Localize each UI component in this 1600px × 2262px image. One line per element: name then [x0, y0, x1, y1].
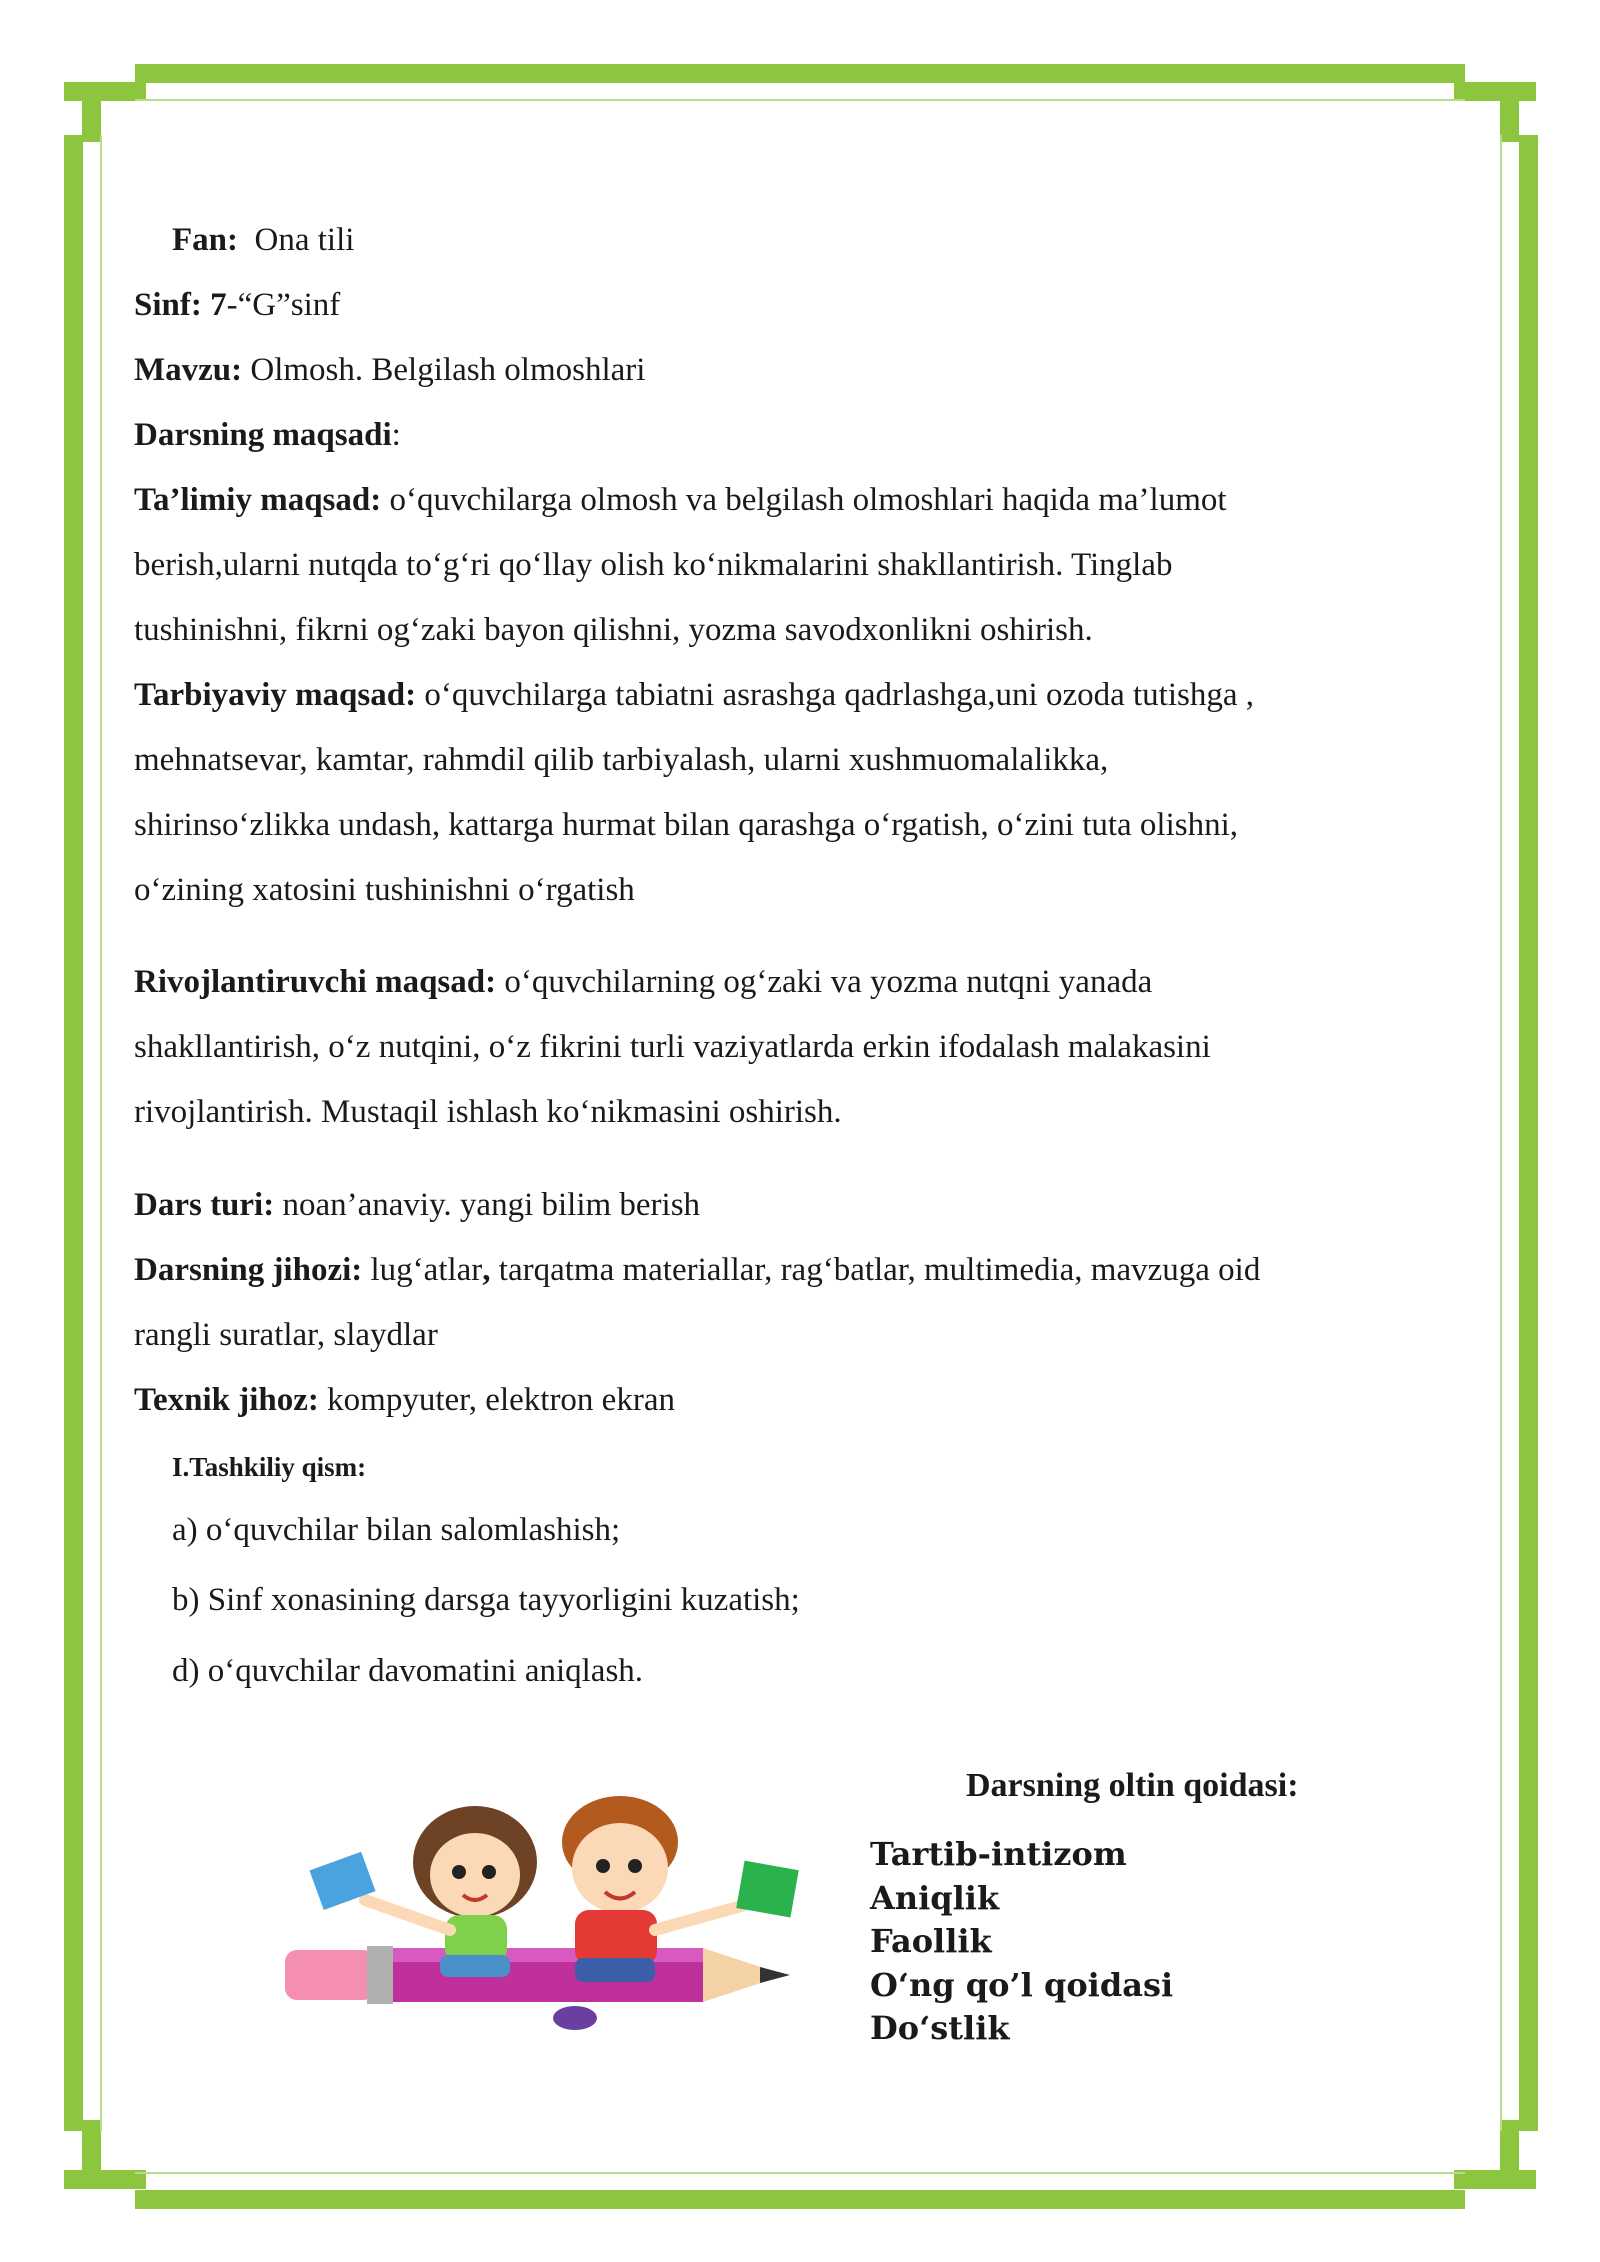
class-number: 7	[210, 287, 227, 323]
upbringing-goal-line-3: shirinso‘zlikka undash, kattarga hurmat bilan qarashga o‘rgatish, o‘zini tuta olishni,	[134, 807, 1239, 843]
objectives-label: Darsning maqsadi	[134, 417, 392, 453]
equipment-label: Darsning jihozi:	[134, 1252, 363, 1288]
topic-line	[134, 350, 645, 390]
upbringing-goal-label: Tarbiyaviy maqsad:	[134, 677, 417, 713]
frame-corner-tr	[1454, 82, 1536, 101]
objectives-colon: :	[391, 417, 401, 453]
technical-equipment-value: kompyuter, elektron ekran	[318, 1382, 675, 1418]
technical-equipment-label: Texnik jihoz:	[134, 1382, 319, 1418]
upbringing-goal-line-1	[134, 675, 1254, 715]
frame-inner-top	[135, 99, 1465, 101]
organizational-item: b) Sinf xonasining darsga tayyorligini kuzatish;	[172, 1582, 800, 1618]
class-value: -“G”sinf	[226, 287, 341, 323]
equipment-line-1	[134, 1250, 1260, 1290]
educational-goal-label: Ta’limiy maqsad:	[134, 482, 382, 518]
frame-corner-br-v	[1500, 2120, 1519, 2180]
objectives-heading	[134, 415, 401, 455]
golden-rule-item: Faollik	[870, 1922, 992, 1960]
developmental-goal-label: Rivojlantiruvchi maqsad:	[134, 964, 497, 1000]
educational-goal-line-3: tushinishni, fikrni og‘zaki bayon qilishni, yozma savodxonlikni oshirish.	[134, 612, 1093, 648]
educational-goal-line-1	[134, 480, 1227, 520]
frame-corner-bl	[64, 2170, 146, 2189]
golden-rule-item: Tartib-intizom	[870, 1835, 1127, 1873]
children-on-pencil-illustration	[275, 1780, 855, 2050]
frame-corner-tl	[64, 82, 146, 101]
equipment-line-2: rangli suratlar, slaydlar	[134, 1317, 438, 1353]
frame-bottom-border	[135, 2190, 1465, 2209]
lesson-type-line	[134, 1185, 700, 1225]
developmental-goal-line-1	[134, 962, 1152, 1002]
educational-goal-line-2: berish,ularni nutqda to‘g‘ri qo‘llay olish ko‘nikmalarini shakllantirish. Tinglab	[134, 547, 1173, 583]
subject-line	[172, 220, 354, 260]
topic-label: Mavzu:	[134, 352, 243, 388]
subject-label: Fan:	[172, 222, 238, 258]
organizational-item: d) o‘quvchilar davomatini aniqlash.	[172, 1653, 644, 1689]
equipment-text-b: tarqatma materiallar, rag‘batlar, multimedia, mavzuga oid	[490, 1252, 1261, 1288]
frame-corner-tl-v	[82, 82, 101, 142]
golden-rule-item: O‘ng qo’l qoidasi	[870, 1965, 1174, 2004]
equipment-comma: ,	[482, 1252, 491, 1288]
class-line	[134, 285, 340, 325]
golden-rules-title: Darsning oltin qoidasi:	[966, 1767, 1299, 1804]
frame-inner-bottom	[135, 2172, 1465, 2174]
technical-equipment-line	[134, 1380, 675, 1420]
golden-rules-list	[870, 1833, 1173, 2051]
frame-right-border	[1519, 135, 1538, 2131]
frame-corner-bl-v	[82, 2120, 101, 2180]
frame-top-border	[135, 64, 1465, 83]
upbringing-goal-line-2: mehnatsevar, kamtar, rahmdil qilib tarbiyalash, ularni xushmuomalalikka,	[134, 742, 1109, 778]
class-label: Sinf:	[134, 287, 202, 323]
educational-goal-text-1: o‘quvchilarga olmosh va belgilash olmoshlari haqida ma’lumot	[381, 482, 1227, 518]
frame-inner-right	[1500, 135, 1502, 2131]
frame-left-border	[64, 135, 83, 2131]
pencil-icon	[285, 1946, 790, 2004]
upbringing-goal-line-4: o‘zining xatosini tushinishni o‘rgatish	[134, 872, 635, 908]
developmental-goal-line-2: shakllantirish, o‘z nutqini, o‘z fikrini turli vaziyatlarda erkin ifodalash malakasini	[134, 1029, 1211, 1065]
golden-rule-item: Aniqlik	[870, 1878, 1000, 1917]
topic-value: Olmosh. Belgilash olmoshlari	[250, 352, 646, 388]
developmental-goal-line-3: rivojlantirish. Mustaqil ishlash ko‘nikmasini oshirish.	[134, 1094, 842, 1130]
equipment-text-a: lug‘atlar	[362, 1252, 483, 1288]
frame-inner-left	[100, 135, 102, 2131]
frame-corner-br	[1454, 2170, 1536, 2189]
organizational-part-title: I.Tashkiliy qism:	[172, 1452, 367, 1482]
upbringing-goal-text-1: o‘quvchilarga tabiatni asrashga qadrlashga,uni ozoda tutishga ,	[416, 677, 1254, 713]
developmental-goal-text-1: o‘quvchilarning og‘zaki va yozma nutqni yanada	[496, 964, 1153, 1000]
lesson-type-value: noan’anaviy. yangi bilim berish	[274, 1187, 701, 1223]
subject-value: Ona tili	[254, 222, 355, 258]
organizational-item: a) o‘quvchilar bilan salomlashish;	[172, 1512, 621, 1548]
frame-corner-tr-v	[1500, 82, 1519, 142]
lesson-type-label: Dars turi:	[134, 1187, 275, 1223]
golden-rule-item: Do‘stlik	[870, 2009, 1010, 2047]
